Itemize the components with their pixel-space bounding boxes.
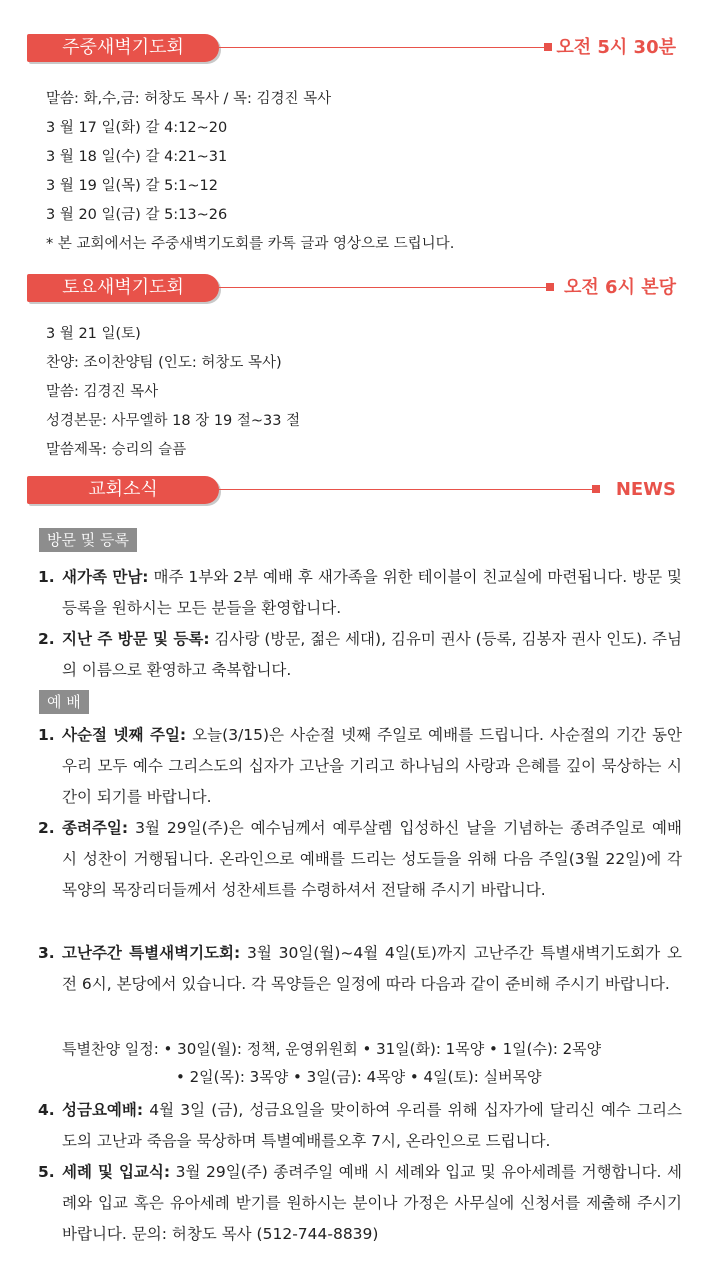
item-text: 3월 30일(월)~4월 4일(토)까지 고난주간 특별새벽기도회가 오전 6시, 본당에서 있습니다. 각 목양들은 일정에 따라 다음과 같이 준비해 주시기 바랍니다. [62,944,682,993]
section-tag: NEWS [615,479,676,500]
text-line: 말씀: 화,수,금: 허창도 목사 / 목: 김경진 목사 [46,91,332,107]
bullet-square-icon [592,485,600,493]
list-item [38,624,682,686]
section-time: 오전 5시 30분 [556,37,676,58]
section-header-saturday-dawn [27,274,676,302]
bullet-square-icon [546,283,554,291]
text-line: * 본 교회에서는 주중새벽기도회를 카톡 글과 영상으로 드립니다. [46,236,455,252]
section-title: 교회소식 [27,476,219,504]
text-line: 3 월 18 일(수) 갈 4:21~31 [46,149,228,165]
section-title: 토요새벽기도회 [27,274,219,302]
text-line: 말씀: 김경진 목사 [46,384,159,400]
item-text: 오늘(3/15)은 사순절 넷째 주일로 예배를 드립니다. 사순절의 기간 동안 우리 모두 예수 그리스도의 십자가 고난을 기리고 하나님의 사랑과 은혜를 깊이 묵상하는 시간이 되기를 바랍니다. [62,726,682,806]
item-number: 5. [38,1163,55,1181]
bullet-square-icon [544,43,552,51]
item-title: 새가족 만남: [62,568,149,586]
item-title: 고난주간 특별새벽기도회: [62,944,241,962]
divider-line [219,47,546,48]
text-line: 말씀제목: 승리의 슬픔 [46,442,187,458]
list-item [38,562,682,624]
sublabel-visit: 방문 및 등록 [39,528,137,552]
schedule-line: • 2일(목): 3목양 • 3일(금): 4목양 • 4일(토): 실버목양 [176,1068,542,1086]
section-title: 주중새벽기도회 [27,34,219,62]
schedule-line: 특별찬양 일정: • 30일(월): 정책, 운영위원회 • 31일(화): 1목양 • 1일(수): 2목양 [62,1040,602,1058]
item-number: 2. [38,819,55,837]
text-line: 3 월 20 일(금) 갈 5:13~26 [46,207,228,223]
item-title: 종려주일: [62,819,129,837]
item-text: 3월 29일(주)은 예수님께서 예루살렘 입성하신 날을 기념하는 종려주일로 예배 시 성찬이 거행됩니다. 온라인으로 예배를 드리는 성도들을 위해 다음 주일(3월 22일)에 각 목양의 목장리더들께서 성찬세트를 수령하셔서 전달해 주시기 바랍니다. [62,819,682,899]
list-item [38,1157,682,1250]
text-line: 찬양: 조이찬양팀 (인도: 허창도 목사) [46,355,282,371]
item-number: 2. [38,630,55,648]
item-number: 3. [38,944,55,962]
section-time: 오전 6시 본당 [564,277,676,298]
item-title: 성금요예배: [62,1101,144,1119]
list-item [38,813,682,906]
divider-line [219,287,548,288]
section-header-news [27,476,676,504]
text-line: 3 월 21 일(토) [46,326,141,342]
item-title: 사순절 넷째 주일: [62,726,187,744]
divider-line [219,489,594,490]
item-title: 지난 주 방문 및 등록: [62,630,210,648]
text-line: 3 월 17 일(화) 갈 4:12~20 [46,120,228,136]
item-number: 1. [38,568,55,586]
section-header-weekday-dawn [27,34,676,62]
item-text: 김사랑 (방문, 젊은 세대), 김유미 권사 (등록, 김봉자 권사 인도). 주님의 이름으로 환영하고 축복합니다. [62,630,682,679]
item-text: 매주 1부와 2부 예배 후 새가족을 위한 테이블이 친교실에 마련됩니다. 방문 및 등록을 원하시는 모든 분들을 환영합니다. [62,568,683,617]
list-item [38,720,682,813]
item-number: 1. [38,726,55,744]
list-item [38,1095,682,1157]
item-text: 4월 3일 (금), 성금요일을 맞이하여 우리를 위해 십자가에 달리신 예수 그리스도의 고난과 죽음을 묵상하며 특별예배를오후 7시, 온라인으로 드립니다. [62,1101,682,1150]
item-number: 4. [38,1101,55,1119]
text-line: 3 월 19 일(목) 갈 5:1~12 [46,178,218,194]
text-line: 성경본문: 사무엘하 18 장 19 절~33 절 [46,413,301,429]
list-item [38,938,682,1000]
sublabel-worship: 예 배 [39,690,89,714]
item-text: 3월 29일(주) 종려주일 예배 시 세례와 입교 및 유아세례를 거행합니다. 세례와 입교 혹은 유아세례 받기를 원하시는 분이나 가정은 사무실에 신청서를 제출해 주시기 바랍니다. 문의: 허창도 목사 (512-744-8839) [62,1163,682,1243]
item-title: 세례 및 입교식: [62,1163,171,1181]
